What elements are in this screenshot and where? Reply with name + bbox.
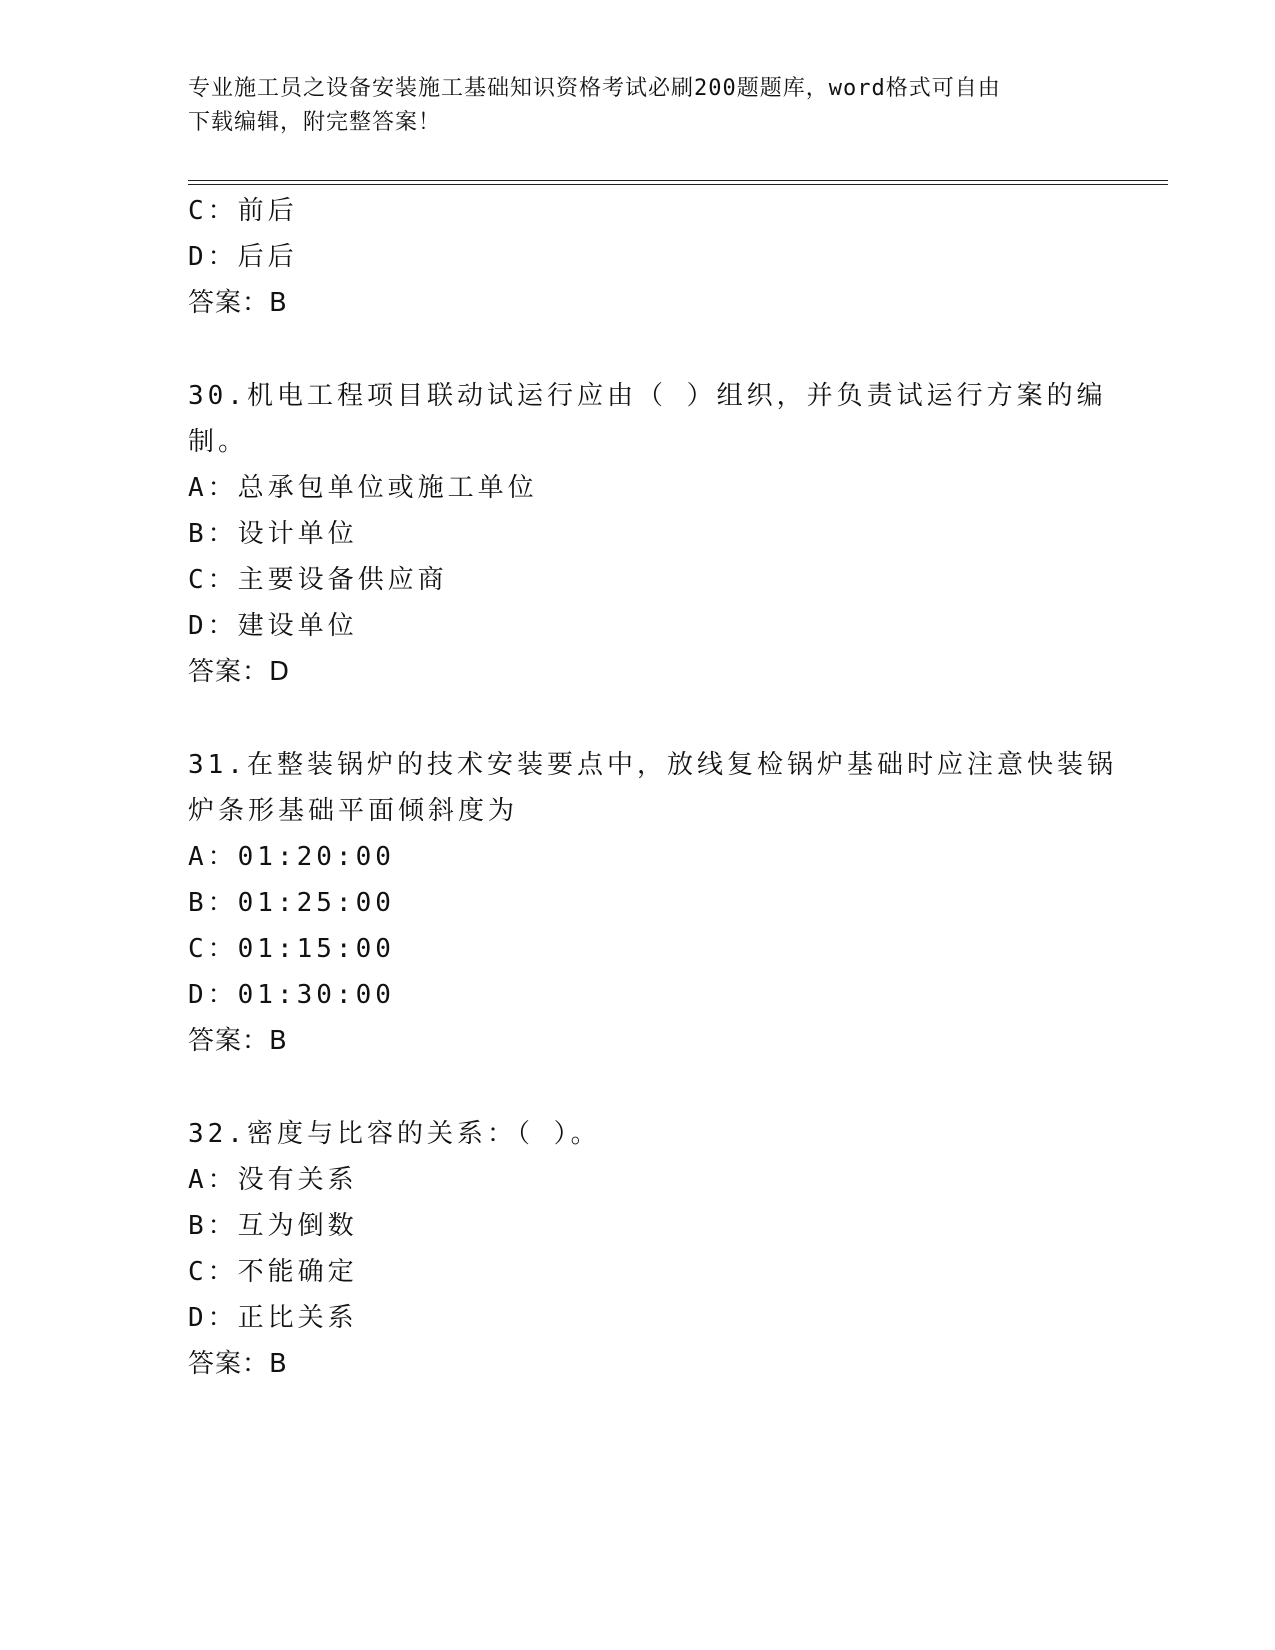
spacer (188, 326, 1088, 373)
option-d: D：正比关系 (188, 1303, 358, 1333)
option-c: C：01:15:00 (188, 934, 395, 964)
question-content (188, 188, 1117, 1387)
option-c: C：主要设备供应商 (188, 565, 448, 595)
option-d: D：01:30:00 (188, 980, 395, 1010)
answer: 答案：B (188, 1349, 288, 1379)
question-31 (188, 742, 1117, 1064)
answer: 答案：B (188, 288, 288, 318)
document-header (188, 72, 1088, 140)
question-line-1: 30.机电工程项目联动试运行应由（ ）组织，并负责试运行方案的编 (188, 381, 1107, 411)
option-c: C：前后 (188, 196, 298, 226)
question-line-2: 炉条形基础平面倾斜度为 (188, 796, 519, 826)
question-line-1: 31.在整装锅炉的技术安装要点中，放线复检锅炉基础时应注意快装锅 (188, 750, 1117, 780)
answer: 答案：B (188, 1026, 288, 1056)
option-c: C：不能确定 (188, 1257, 358, 1287)
spacer (188, 695, 1088, 742)
spacer (188, 1064, 1088, 1111)
question-29-tail (188, 188, 1088, 326)
question-30 (188, 373, 1107, 695)
answer: 答案：D (188, 657, 291, 687)
option-a: A：总承包单位或施工单位 (188, 473, 538, 503)
header-line-1: 专业施工员之设备安装施工基础知识资格考试必刷200题题库，word格式可自由 (188, 76, 1001, 101)
document-page (188, 0, 1168, 1650)
header-divider (188, 180, 1168, 185)
question-32 (188, 1111, 1088, 1387)
option-b: B：01:25:00 (188, 888, 395, 918)
option-a: A：01:20:00 (188, 842, 395, 872)
question-line-2: 制。 (188, 427, 249, 457)
option-b: B：设计单位 (188, 519, 358, 549)
option-d: D：建设单位 (188, 611, 358, 641)
option-b: B：互为倒数 (188, 1211, 358, 1241)
question-line-1: 32.密度与比容的关系：（ ）。 (188, 1119, 601, 1149)
header-line-2: 下载编辑，附完整答案！ (188, 110, 442, 135)
option-d: D：后后 (188, 242, 298, 272)
option-a: A：没有关系 (188, 1165, 358, 1195)
